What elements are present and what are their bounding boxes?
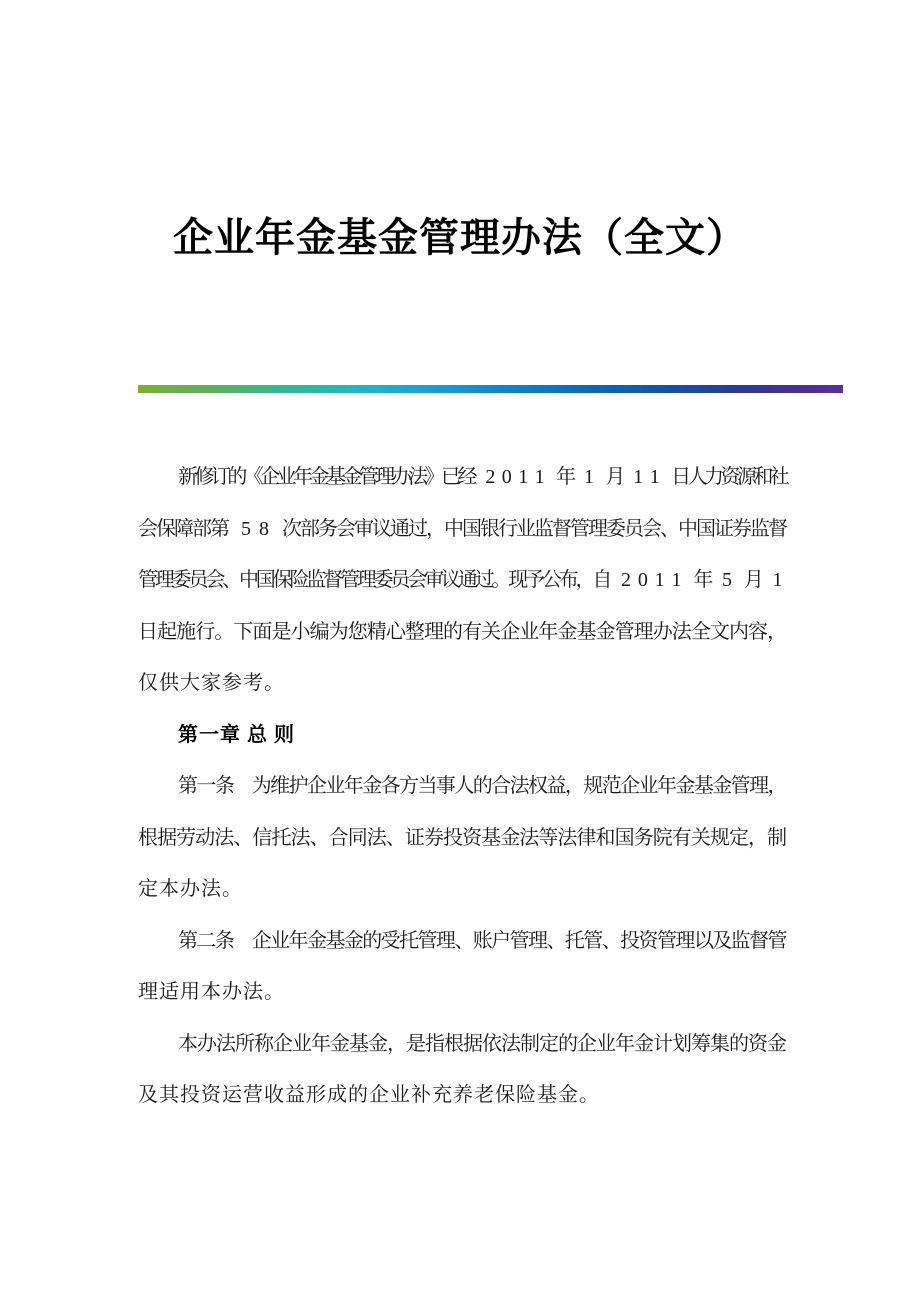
document-line: 定本办法。 [138, 878, 243, 900]
document-line: 根 据 劳 动 法 、 信 托 法 、 合 同 法 、 证 券 投 资 基 金 法 等 法 律 和 国 务 院 有 关 规 定 ， 制 [138, 826, 788, 849]
document-line: 会 保 障 部 第 5 8 次 部 务 会 审 议 通 过 ， 中 国 银 行 业 监 督 管 理 委 员 会 、 中 国 证 券 监 督 [138, 517, 788, 540]
chapter-heading: 第一章 总 则 [178, 723, 295, 746]
paragraph-indent [138, 916, 178, 968]
document-body [138, 452, 790, 1122]
paragraph-indent [138, 761, 178, 813]
document-line: 第 一 条 为 维 护 企 业 年 金 各 方 当 事 人 的 合 法 权 益 ， 规 范 企 业 年 金 基 金 管 理 ， [138, 761, 786, 813]
paragraph-indent [138, 1019, 178, 1071]
document-line: 本 办 法 所 称 企 业 年 金 基 金 ， 是 指 根 据 依 法 制 定 的 企 业 年 金 计 划 筹 集 的 资 金 [138, 1019, 786, 1071]
document-line: 及其投资运营收益形成的企业补充养老保险基金。 [138, 1084, 600, 1106]
document-line: 仅供大家参考。 [138, 672, 285, 694]
document-title: 企业年金基金管理办法（全文） [173, 215, 747, 260]
document-line: 日 起 施 行 。 下 面 是 小 编 为 您 精 心 整 理 的 有 关 企 业 年 金 基 金 管 理 办 法 全 文 内 容 ， [138, 620, 788, 643]
document-line: 新 修 订 的 《 企 业 年 金 基 金 管 理 办 法 》 已 经 2 0 1 1 年 1 月 1 1 日 人 力 资 源 和 社 [138, 452, 786, 504]
gradient-divider [138, 385, 843, 393]
document-line: 第 二 条 企 业 年 金 基 金 的 受 托 管 理 、 账 户 管 理 、 托 管 、 投 资 管 理 以 及 监 督 管 [138, 916, 786, 968]
document-line: 管 理 委 员 会 、 中 国 保 险 监 督 管 理 委 员 会 审 议 通 过 。 现 予 公 布 ， 自 2 0 1 1 年 5 月 1 [138, 569, 783, 591]
paragraph-indent [138, 452, 178, 504]
document-line: 理适用本办法。 [138, 981, 285, 1003]
